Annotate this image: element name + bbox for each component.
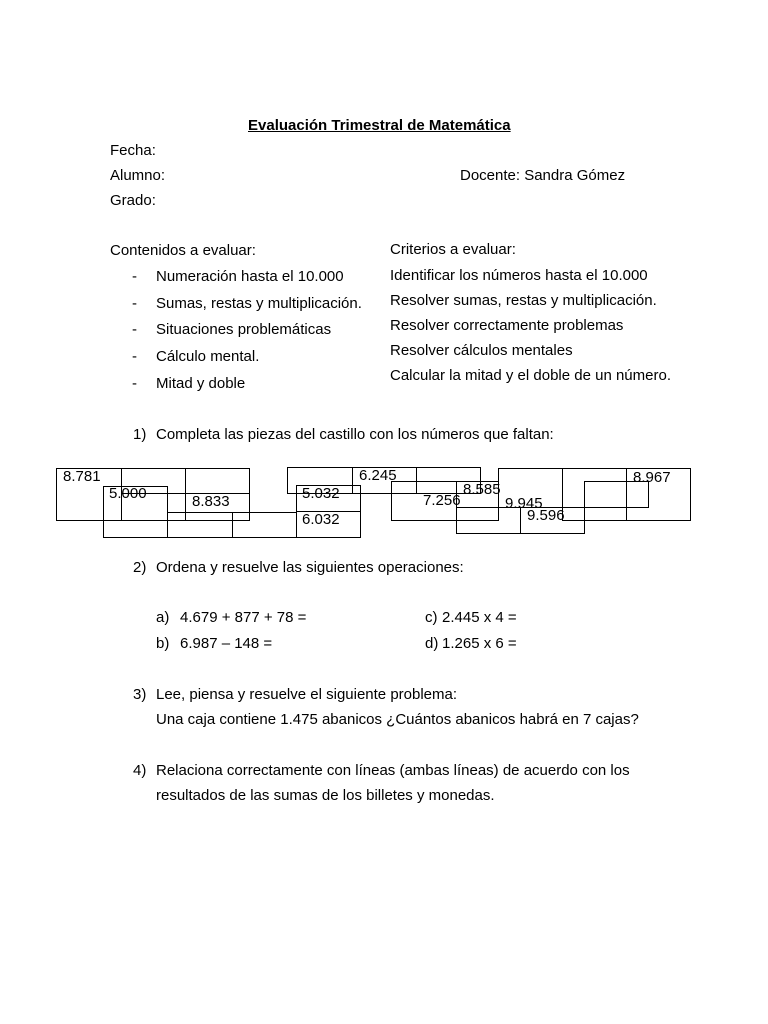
question-text-line2: resultados de las sumas de los billetes y monedas. [156,787,495,804]
question-number: 3) [133,686,147,703]
question-number: 1) [133,426,147,443]
castle-cell [185,468,250,494]
criterios-item: Resolver cálculos mentales [390,342,573,359]
question-text: Lee, piensa y resuelve el siguiente problema: [156,686,458,703]
operation-text: 4.679 + 877 + 78 = [180,609,307,626]
criterios-item: Resolver sumas, restas y multiplicación. [390,292,657,309]
operation-label: b) [156,635,170,652]
castle-number: 8.967 [633,469,671,486]
question-text: Completa las piezas del castillo con los números que faltan: [156,426,554,443]
castle-cell [232,512,297,538]
contenidos-item: Sumas, restas y multiplicación. [156,295,362,312]
contenidos-item: Situaciones problemáticas [156,321,332,338]
fecha-label: Fecha: [110,142,156,159]
contenidos-bullet: - [132,295,137,312]
castle-number: 8.833 [192,493,230,510]
operation-label: a) [156,609,170,626]
criterios-heading: Criterios a evaluar: [390,241,516,258]
question-number: 2) [133,559,147,576]
criterios-item: Calcular la mitad y el doble de un número. [390,367,671,384]
grado-label: Grado: [110,192,156,209]
contenidos-item: Mitad y doble [156,375,246,392]
question-text: Ordena y resuelve las siguientes operaciones: [156,559,464,576]
question-text-line2: Una caja contiene 1.475 abanicos ¿Cuántos abanicos habrá en 7 cajas? [156,711,639,728]
castle-number: 9.596 [527,507,565,524]
contenidos-bullet: - [132,348,137,365]
alumno-label: Alumno: [110,167,166,184]
castle-number: 8.781 [63,468,101,485]
operation-text: 6.987 – 148 = [180,635,273,652]
contenidos-bullet: - [132,375,137,392]
castle-number: 6.032 [302,511,340,528]
contenidos-item: Cálculo mental. [156,348,260,365]
castle-number: 6.245 [359,467,397,484]
castle-cell [167,512,233,538]
page-title: Evaluación Trimestral de Matemática [248,117,511,134]
criterios-item: Resolver correctamente problemas [390,317,624,334]
castle-number: 5.000 [109,485,147,502]
castle-number: 9.945 [505,495,543,512]
castle-number: 5.032 [302,485,340,502]
operation-text: 2.445 x 4 = [442,609,517,626]
docente-label: Docente: Sandra Gómez [460,167,626,184]
operation-label: c) [425,609,438,626]
operation-text: 1.265 x 6 = [442,635,517,652]
castle-number: 8.585 [463,481,501,498]
contenidos-bullet: - [132,321,137,338]
question-number: 4) [133,762,147,779]
contenidos-item: Numeración hasta el 10.000 [156,268,344,285]
criterios-item: Identificar los números hasta el 10.000 [390,267,648,284]
castle-number: 7.256 [423,492,461,509]
question-text: Relaciona correctamente con líneas (ambas líneas) de acuerdo con los [156,762,630,779]
contenidos-bullet: - [132,268,137,285]
contenidos-heading: Contenidos a evaluar: [110,242,256,259]
operation-label: d) [425,635,439,652]
